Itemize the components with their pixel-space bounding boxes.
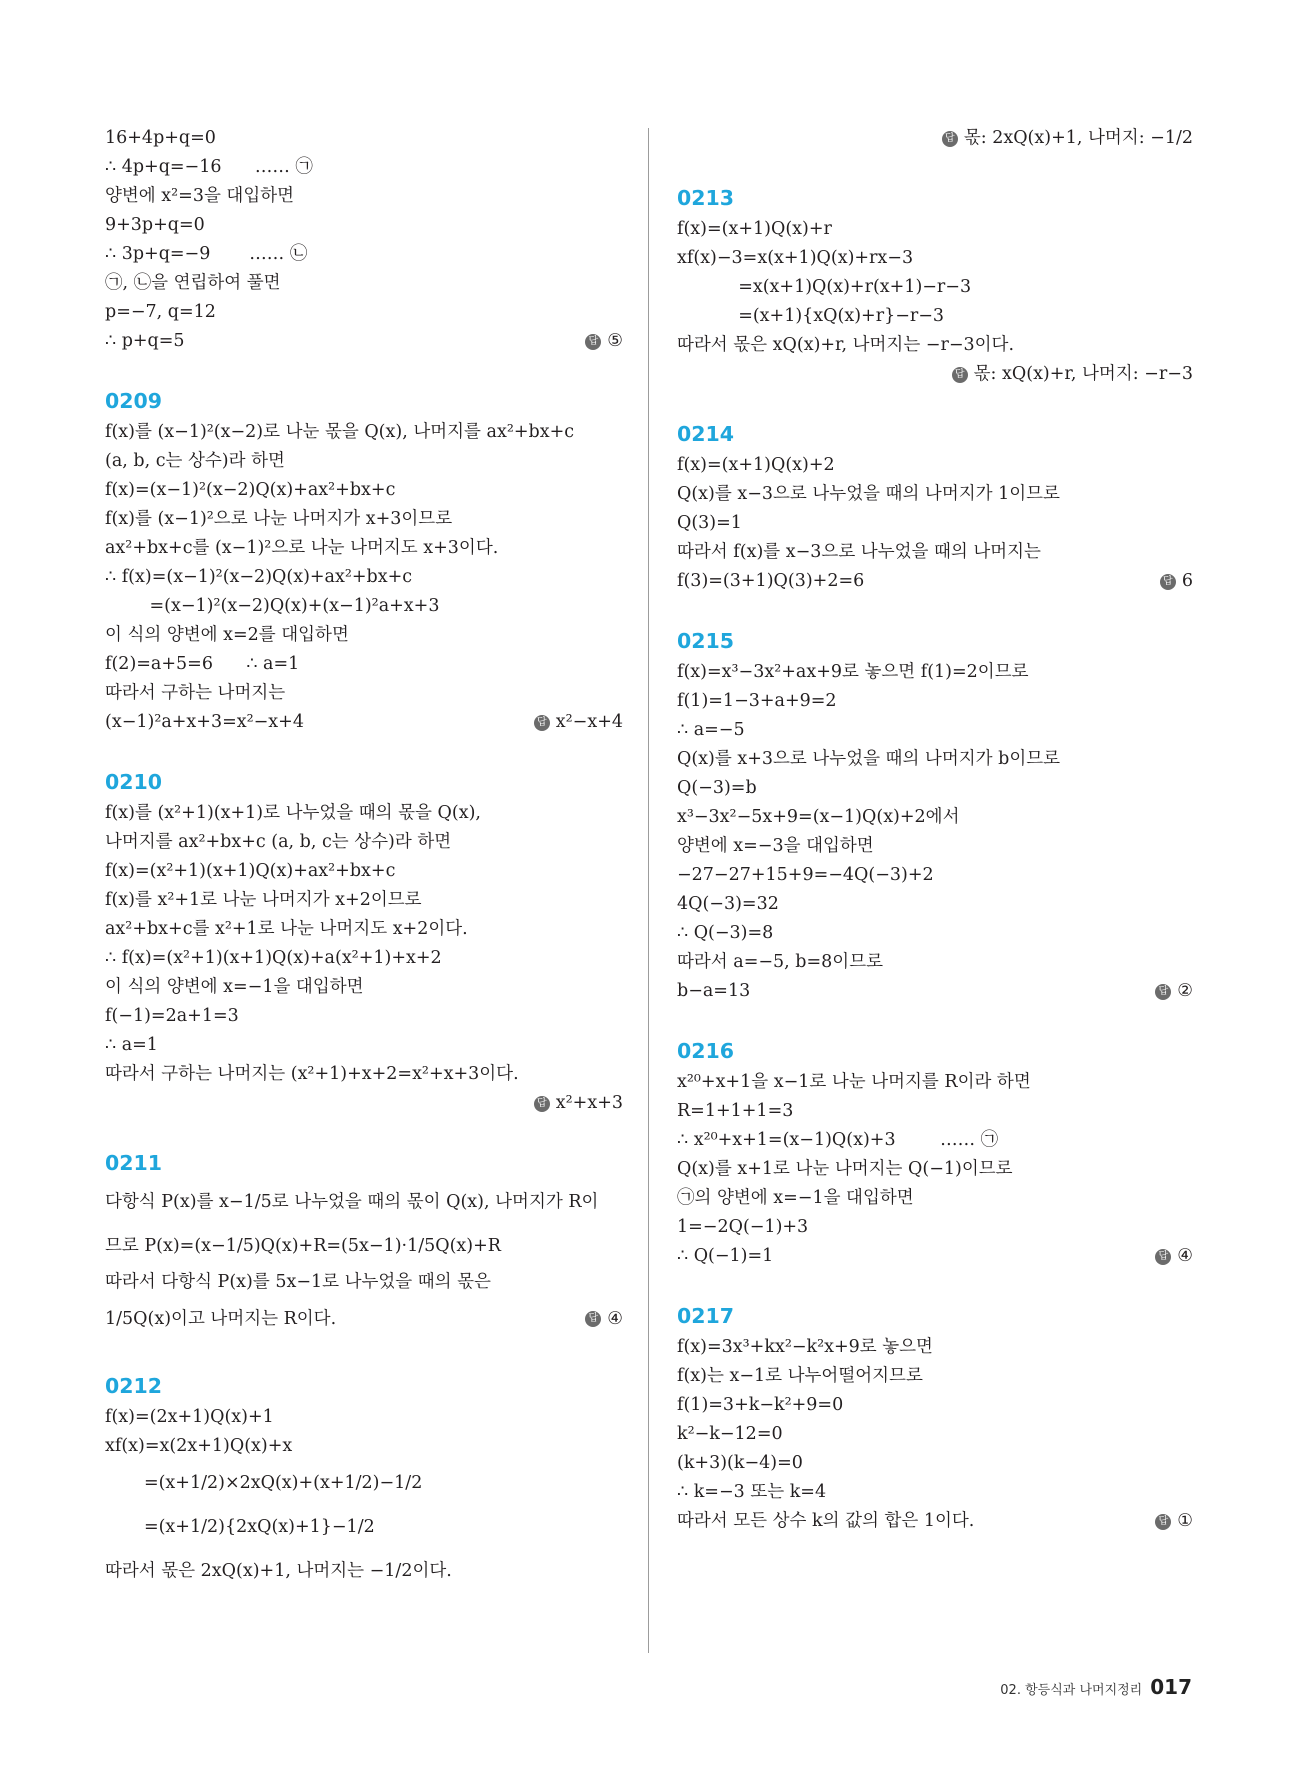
solution-line [677,302,1193,331]
line-text: f(x)를 x²+1로 나눈 나머지가 x+2이므로 [105,890,422,910]
solution-line [677,1507,1193,1536]
answer-value: ④ [1177,1246,1193,1266]
section-gap [677,1006,1193,1034]
line-text: 1=−2Q(−1)+3 [677,1217,809,1237]
solution-line [105,563,623,592]
solution-line [105,476,623,505]
solution-line [677,1242,1193,1271]
problem-number: 0217 [677,1304,735,1328]
solution-line [677,890,1193,919]
solution-line [105,708,623,737]
line-text: f(2)=a+5=6 ∴ a=1 [105,654,300,674]
solution-line [105,1031,623,1060]
left-column [105,124,623,1593]
answer-value: 몫: 2xQ(x)+1, 나머지: −1/2 [963,128,1193,148]
solution-line [677,1126,1193,1155]
solution-line [105,1461,623,1505]
line-text: ∴ x²⁰+x+1=(x−1)Q(x)+3 …… ㉠ [677,1130,999,1150]
solution-line [105,153,623,182]
problem-number: 0215 [677,629,735,653]
solution-line [105,1180,623,1224]
solution-line [677,567,1193,596]
solution-line [105,621,623,650]
answer-value: 6 [1181,571,1193,591]
line-text: p=−7, q=12 [105,302,216,322]
line-text: ∴ f(x)=(x²+1)(x+1)Q(x)+a(x²+1)+x+2 [105,948,442,968]
solution-line [105,1403,623,1432]
line-text: ∴ 4p+q=−16 …… ㉠ [105,157,313,177]
solution-line [677,803,1193,832]
line-text: f(1)=3+k−k²+9=0 [677,1395,844,1415]
answer-mark [534,708,623,737]
solution-line [105,1224,623,1268]
answer-value: x²+x+3 [555,1093,623,1113]
solution-line [677,832,1193,861]
solution-line [677,538,1193,567]
solution-line [677,244,1193,273]
solution-line [105,1505,623,1549]
solution-line [105,1002,623,1031]
line-text: =(x−1)²(x−2)Q(x)+(x−1)²a+x+3 [105,596,440,616]
line-text: ㉠, ㉡을 연립하여 풀면 [105,273,281,293]
problem-number: 0214 [677,422,735,446]
answer-mark [1155,1507,1193,1536]
solution-line [677,1478,1193,1507]
solution-line [677,215,1193,244]
solution-line [105,944,623,973]
solution-line [677,745,1193,774]
solution-line [105,1268,623,1297]
answer-mark [1155,1242,1193,1271]
solution-line [677,1213,1193,1242]
answer-mark [942,124,1193,153]
answer-value: ⑤ [607,331,623,351]
answer-mark [952,360,1193,389]
column-divider [648,128,649,1653]
solution-line [677,480,1193,509]
solution-line [677,774,1193,803]
solution-line [105,650,623,679]
problem-number: 0216 [677,1039,735,1063]
solution-line [677,716,1193,745]
line-text: 다항식 P(x)를 x−1/5로 나누었을 때의 몫이 Q(x), 나머지가 R이 [105,1192,599,1212]
line-text: ∴ a=−5 [677,720,745,740]
line-text: 따라서 몫은 2xQ(x)+1, 나머지는 −1/2이다. [105,1561,452,1581]
line-text: ax²+bx+c를 (x−1)²으로 나눈 나머지도 x+3이다. [105,538,499,558]
answer-mark [534,1089,623,1118]
line-text: −27−27+15+9=−4Q(−3)+2 [677,865,934,885]
line-text: 이 식의 양변에 x=2를 대입하면 [105,625,349,645]
line-text: f(x)=(x+1)Q(x)+2 [677,455,835,475]
section-gap [105,1118,623,1146]
line-text: 1/5Q(x)이고 나머지는 R이다. [105,1309,337,1329]
solution-line [677,977,1193,1006]
line-text: Q(x)를 x+3으로 나누었을 때의 나머지가 b이므로 [677,749,1061,769]
line-text: 양변에 x=−3을 대입하면 [677,836,874,856]
answer-line [105,1089,623,1118]
line-text: f(x)=(x²+1)(x+1)Q(x)+ax²+bx+c [105,861,396,881]
answer-badge-icon: 답 [585,334,601,350]
line-text: ㉠의 양변에 x=−1을 대입하면 [677,1188,914,1208]
line-text: 따라서 f(x)를 x−3으로 나누었을 때의 나머지는 [677,542,1041,562]
section-gap [105,1341,623,1369]
section-gap [677,389,1193,417]
line-text: ∴ 3p+q=−9 …… ㉡ [105,244,308,264]
line-text: ∴ k=−3 또는 k=4 [677,1482,827,1502]
line-text: ∴ f(x)=(x−1)²(x−2)Q(x)+ax²+bx+c [105,567,413,587]
answer-line [677,124,1193,153]
line-text: k²−k−12=0 [677,1424,783,1444]
solution-line [677,1449,1193,1478]
solution-line [105,298,623,327]
page-footer [1000,1675,1192,1699]
answer-mark [1160,567,1193,596]
line-text: Q(3)=1 [677,513,742,533]
solution-line [677,1362,1193,1391]
line-text: 16+4p+q=0 [105,128,216,148]
answer-badge-icon: 답 [534,1096,550,1112]
solution-line [105,886,623,915]
solution-line [105,973,623,1002]
line-text: =(x+1){xQ(x)+r}−r−3 [677,306,945,326]
line-text: 따라서 구하는 나머지는 [105,683,286,703]
line-text: xf(x)−3=x(x+1)Q(x)+rx−3 [677,248,914,268]
line-text: =(x+1/2){2xQ(x)+1}−1/2 [105,1517,375,1537]
solution-line [677,687,1193,716]
solution-line [105,505,623,534]
solution-line [105,1432,623,1461]
line-text: f(x)=(x−1)²(x−2)Q(x)+ax²+bx+c [105,480,396,500]
line-text: ax²+bx+c를 x²+1로 나눈 나머지도 x+2이다. [105,919,468,939]
answer-value: ② [1177,981,1193,1001]
section-gap [105,356,623,384]
line-text: =x(x+1)Q(x)+r(x+1)−r−3 [677,277,972,297]
page-number: 017 [1150,1675,1192,1699]
answer-line [677,360,1193,389]
answer-badge-icon: 답 [942,131,958,147]
solution-line [105,327,623,356]
solution-line [677,1420,1193,1449]
solution-line [105,679,623,708]
line-text: f(x)를 (x−1)²(x−2)로 나눈 몫을 Q(x), 나머지를 ax²+bx+c [105,422,575,442]
problem-number: 0211 [105,1151,163,1175]
solution-line [105,1549,623,1593]
solution-line [105,915,623,944]
line-text: b−a=13 [677,981,751,1001]
line-text: 따라서 모든 상수 k의 값의 합은 1이다. [677,1511,975,1531]
right-column [677,124,1193,1536]
solution-line [677,1155,1193,1184]
line-text: 나머지를 ax²+bx+c (a, b, c는 상수)라 하면 [105,832,452,852]
solution-line [105,799,623,828]
line-text: 따라서 구하는 나머지는 (x²+1)+x+2=x²+x+3이다. [105,1064,519,1084]
line-text: 따라서 다항식 P(x)를 5x−1로 나누었을 때의 몫은 [105,1272,491,1292]
answer-badge-icon: 답 [585,1311,601,1327]
line-text: Q(−3)=b [677,778,757,798]
answer-mark [1155,977,1193,1006]
line-text: f(x)를 (x−1)²으로 나눈 나머지가 x+3이므로 [105,509,453,529]
answer-badge-icon: 답 [1155,1514,1171,1530]
section-gap [677,596,1193,624]
line-text: ∴ a=1 [105,1035,158,1055]
solution-line [105,447,623,476]
solution-line [105,182,623,211]
line-text: f(x)=3x³+kx²−k²x+9로 놓으면 [677,1337,933,1357]
line-text: f(x)=x³−3x²+ax+9로 놓으면 f(1)=2이므로 [677,662,1029,682]
section-gap [105,737,623,765]
line-text: 9+3p+q=0 [105,215,205,235]
answer-mark [585,327,623,356]
solution-line [105,857,623,886]
section-gap [677,1271,1193,1299]
solution-line [677,1184,1193,1213]
problem-number: 0210 [105,770,163,794]
solution-line [677,861,1193,890]
line-text: R=1+1+1=3 [677,1101,794,1121]
line-text: x²⁰+x+1을 x−1로 나눈 나머지를 R이라 하면 [677,1072,1031,1092]
answer-mark [585,1297,623,1341]
line-text: xf(x)=x(2x+1)Q(x)+x [105,1436,293,1456]
solution-line [105,124,623,153]
answer-value: ① [1177,1511,1193,1531]
line-text: Q(x)를 x−3으로 나누었을 때의 나머지가 1이므로 [677,484,1060,504]
solution-line [677,451,1193,480]
line-text: 따라서 몫은 xQ(x)+r, 나머지는 −r−3이다. [677,335,1015,355]
solution-line [105,240,623,269]
solution-line [105,211,623,240]
line-text: f(3)=(3+1)Q(3)+2=6 [677,571,865,591]
solution-line [677,1097,1193,1126]
solution-line [105,269,623,298]
solution-line [677,331,1193,360]
solution-line [677,1068,1193,1097]
line-text: 따라서 a=−5, b=8이므로 [677,952,884,972]
line-text: 양변에 x²=3을 대입하면 [105,186,295,206]
answer-badge-icon: 답 [952,367,968,383]
line-text: Q(x)를 x+1로 나눈 나머지는 Q(−1)이므로 [677,1159,1013,1179]
answer-badge-icon: 답 [534,715,550,731]
line-text: f(x)를 (x²+1)(x+1)로 나누었을 때의 몫을 Q(x), [105,803,481,823]
solution-line [105,1060,623,1089]
answer-badge-icon: 답 [1160,574,1176,590]
solution-line [677,1391,1193,1420]
line-text: 4Q(−3)=32 [677,894,779,914]
line-text: (a, b, c는 상수)라 하면 [105,451,285,471]
line-text: 므로 P(x)=(x−1/5)Q(x)+R=(5x−1)·1/5Q(x)+R [105,1236,501,1256]
answer-value: 몫: xQ(x)+r, 나머지: −r−3 [973,364,1193,384]
solution-line [105,592,623,621]
solution-line [677,948,1193,977]
line-text: (k+3)(k−4)=0 [677,1453,803,1473]
line-text: f(x)=(2x+1)Q(x)+1 [105,1407,274,1427]
line-text: 이 식의 양변에 x=−1을 대입하면 [105,977,364,997]
solution-line [677,658,1193,687]
solution-line [105,1297,623,1341]
line-text: x³−3x²−5x+9=(x−1)Q(x)+2에서 [677,807,960,827]
solution-line [677,919,1193,948]
answer-value: ④ [607,1309,623,1329]
solution-line [677,1333,1193,1362]
problem-number: 0213 [677,186,735,210]
line-text: ∴ p+q=5 [105,331,185,351]
section-gap [677,153,1193,181]
answer-badge-icon: 답 [1155,984,1171,1000]
chapter-label: 02. 항등식과 나머지정리 [1000,1683,1143,1698]
solution-line [677,273,1193,302]
line-text: =(x+1/2)×2xQ(x)+(x+1/2)−1/2 [105,1473,423,1493]
problem-number: 0209 [105,389,163,413]
solution-line [105,534,623,563]
answer-badge-icon: 답 [1155,1249,1171,1265]
solution-line [105,418,623,447]
problem-number: 0212 [105,1374,163,1398]
line-text: (x−1)²a+x+3=x²−x+4 [105,712,304,732]
line-text: f(x)는 x−1로 나누어떨어지므로 [677,1366,923,1386]
line-text: f(x)=(x+1)Q(x)+r [677,219,832,239]
line-text: ∴ Q(−1)=1 [677,1246,774,1266]
solution-line [677,509,1193,538]
line-text: f(1)=1−3+a+9=2 [677,691,837,711]
line-text: f(−1)=2a+1=3 [105,1006,239,1026]
solution-line [105,828,623,857]
line-text: ∴ Q(−3)=8 [677,923,774,943]
answer-value: x²−x+4 [555,712,623,732]
